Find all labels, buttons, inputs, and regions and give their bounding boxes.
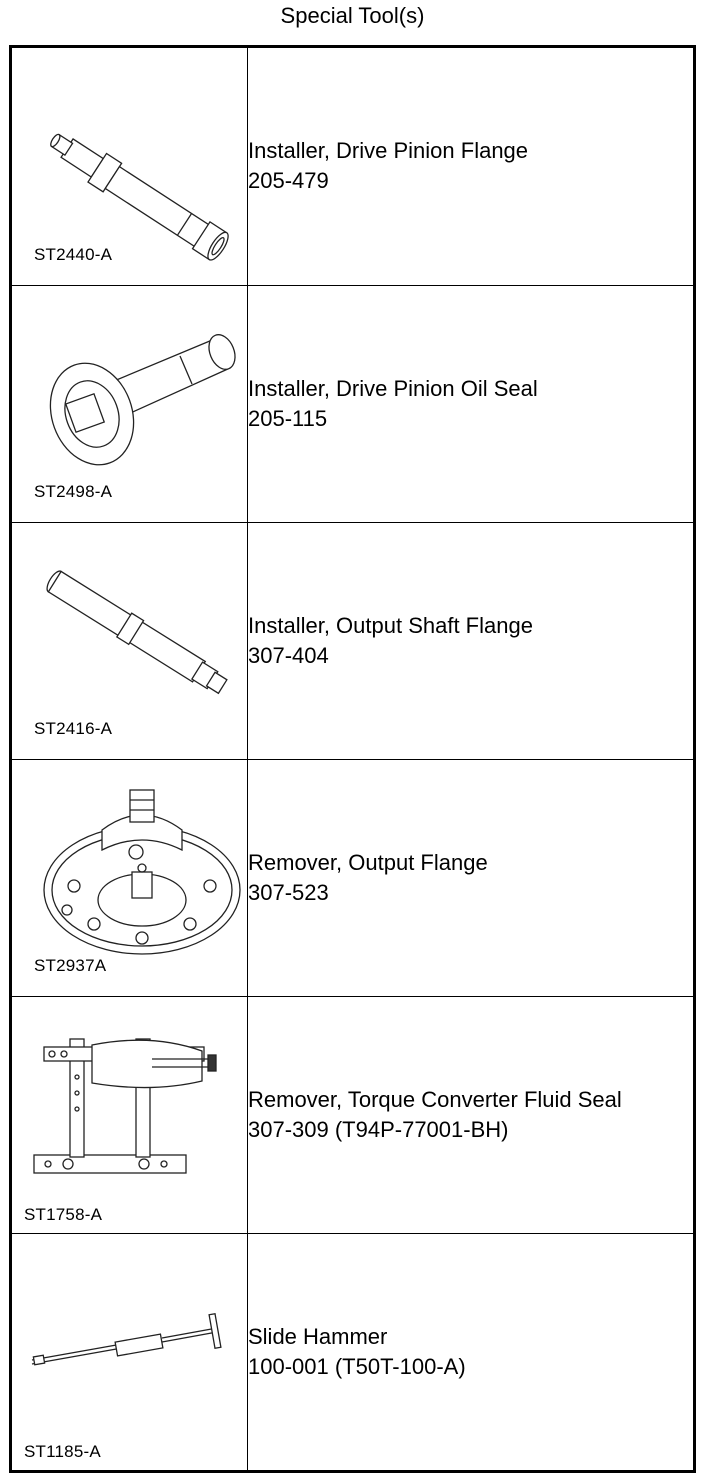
tool-code: ST2498-A [34, 481, 113, 501]
tool-number: 100-001 (T50T-100-A) [248, 1353, 466, 1379]
tool-image-cell [12, 522, 248, 759]
tool-code: ST2416-A [34, 718, 113, 738]
torque-converter-seal-remover-icon [12, 997, 247, 1233]
tool-image-cell [12, 759, 248, 996]
tool-code: ST1185-A [24, 1442, 101, 1461]
tool-image-cell [12, 285, 248, 522]
table-row [12, 759, 693, 996]
table-row [12, 1233, 693, 1470]
tool-name: Installer, Drive Pinion Oil Seal [248, 375, 538, 401]
tool-code: ST2937A [34, 955, 107, 975]
tool-description-cell [248, 1233, 694, 1470]
tool-name: Installer, Output Shaft Flange [248, 612, 533, 638]
tool-code: ST2440-A [34, 244, 113, 264]
tool-number: 205-115 [248, 405, 328, 431]
tool-description-cell [248, 759, 694, 996]
tool-description-cell [248, 48, 694, 285]
tool-name: Remover, Torque Converter Fluid Seal [248, 1086, 622, 1112]
tool-description-cell [248, 522, 694, 759]
page-title: Special Tool(s) [280, 3, 425, 28]
tool-number: 205-479 [248, 168, 329, 194]
tool-image-cell [12, 996, 248, 1233]
table-row [12, 48, 693, 285]
tool-image-cell [12, 1233, 248, 1470]
slide-hammer-icon [12, 1234, 247, 1470]
tool-description-cell [248, 285, 694, 522]
tool-number: 307-309 (T94P-77001-BH) [248, 1116, 509, 1142]
tool-image-cell [12, 48, 248, 285]
tool-name: Slide Hammer [248, 1323, 388, 1349]
tool-code: ST1758-A [24, 1204, 103, 1224]
tool-description-cell [248, 996, 694, 1233]
table-row [12, 996, 693, 1233]
special-tools-table [9, 45, 696, 1473]
table-row [12, 285, 693, 522]
table-row [12, 522, 693, 759]
tool-name: Remover, Output Flange [248, 849, 488, 875]
tool-number: 307-404 [248, 642, 329, 668]
tool-name: Installer, Drive Pinion Flange [248, 138, 529, 164]
tool-number: 307-523 [248, 879, 329, 905]
